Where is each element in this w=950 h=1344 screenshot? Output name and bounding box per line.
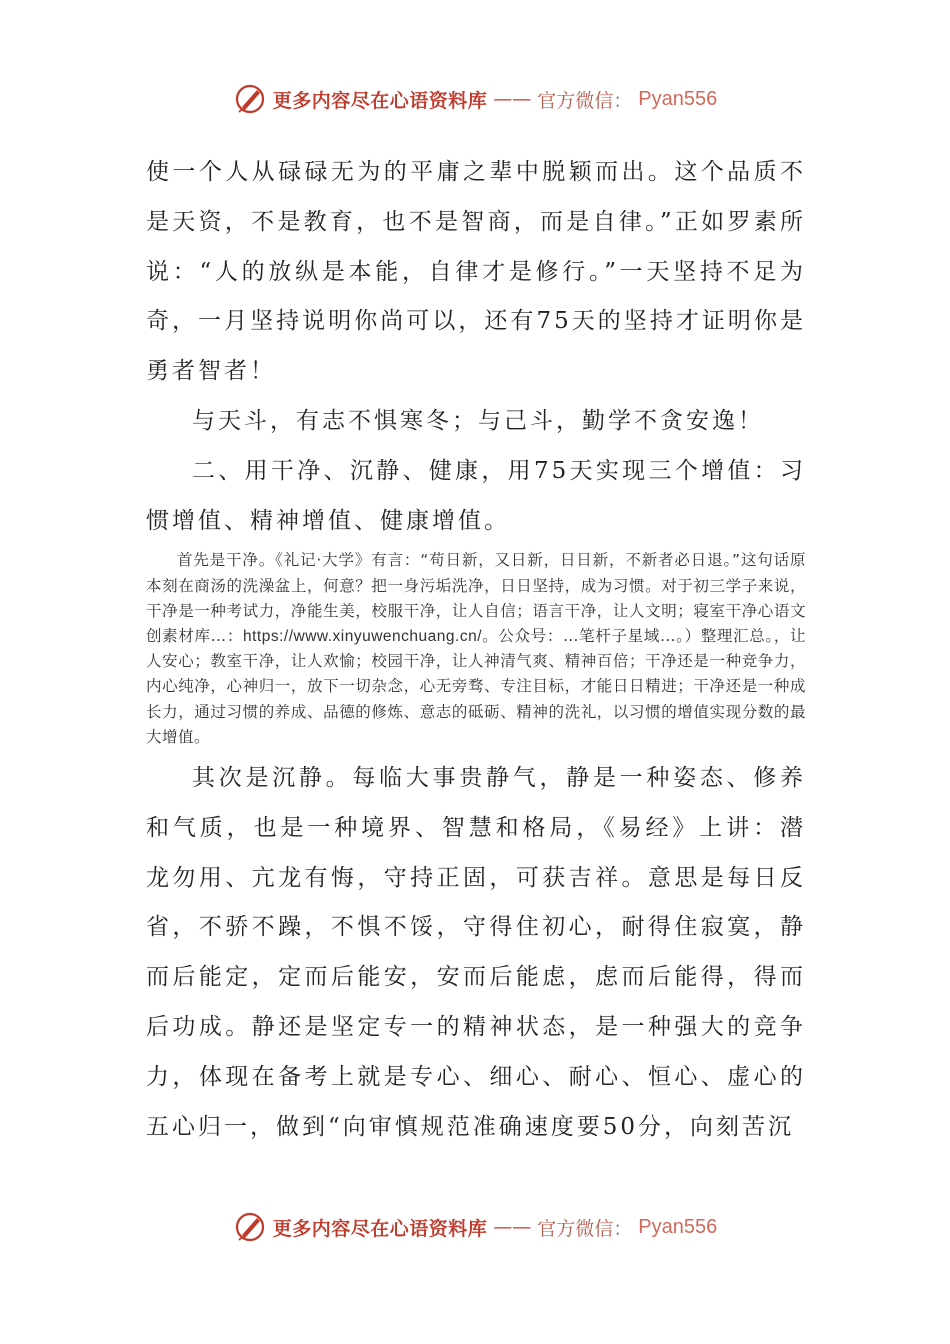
paragraph-3: 二、用干净、沉静、健康，用75天实现三个增值：习惯增值、精神增值、健康增值。	[146, 457, 806, 534]
footer-separator: ——	[493, 1216, 532, 1238]
paragraph-4-part-b: 。公众号：…笔杆子星域…。）整理汇总。，让人安心；教室干净，让人欢愉；校园干净，让人神清气爽、精神百倍；干净还是一种竞争力，内心纯净，心神归一，放下一切杂念，心无旁骛、专注目标，才能日日精进；干净还是一种成长力，通过习惯的养成、品德的修炼、意志的砥砺、精神的洗礼，以习惯的增值实现分数的最大增值。	[146, 626, 806, 746]
header-official: 官方微信：	[537, 89, 633, 112]
pen-circle-logo-icon	[233, 82, 267, 116]
footer-brand: 更多内容尽在心语资料库	[272, 1217, 488, 1240]
header-brand: 更多内容尽在心语资料库	[272, 89, 488, 112]
footer-official: 官方微信：	[537, 1217, 633, 1240]
footer-wechat-id: Pyan556	[638, 1215, 718, 1238]
header-banner	[0, 82, 950, 122]
document-body	[146, 148, 806, 1152]
paragraph-4-part-a: 首先是干净。《礼记·大学》有言：“苟日新，又日新，日日新，不新者必日退。”这句话原本刻在商汤的洗澡盆上，何意？把一身污垢洗净，日日坚持，成为习惯。对于初三学子来说，干净是一种考试力，净能生美，校服干净，让人自信；语言干净，让人文明；寝室干净心语文创素材库…：	[146, 551, 806, 645]
paragraph-4-small	[146, 546, 806, 754]
pen-circle-logo-icon	[233, 1210, 267, 1244]
footer-banner	[0, 1210, 950, 1250]
header-wechat-id: Pyan556	[638, 87, 718, 110]
paragraph-1: 使一个人从碌碌无为的平庸之辈中脱颖而出。这个品质不是天资，不是教育，也不是智商，而是自律。”正如罗素所说：“人的放纵是本能，自律才是修行。”一天坚持不足为奇，一月坚持说明你尚可以，还有75天的坚持才证明你是勇者智者！	[146, 159, 806, 385]
source-url-link[interactable]: https://www.xinyuwenchuang.cn/	[243, 627, 483, 645]
header-separator: ——	[493, 88, 532, 110]
paragraph-2: 与天斗，有志不惧寒冬；与己斗，勤学不贪安逸！	[192, 407, 764, 434]
paragraph-5: 其次是沉静。每临大事贵静气，静是一种姿态、修养和气质，也是一种境界、智慧和格局，《易经》上讲：潜龙勿用、亢龙有悔，守持正固，可获吉祥。意思是每日反省，不骄不躁，不惧不馁，守得住初心，耐得住寂寞，静而后能定，定而后能安，安而后能虑，虑而后能得，得而后功成。静还是坚定专一的精神状态，是一种强大的竞争力，体现在备考上就是专心、细心、耐心、恒心、虚心的五心归一，做到“向审慎规范准确速度要50分，向刻苦沉	[146, 765, 806, 1140]
